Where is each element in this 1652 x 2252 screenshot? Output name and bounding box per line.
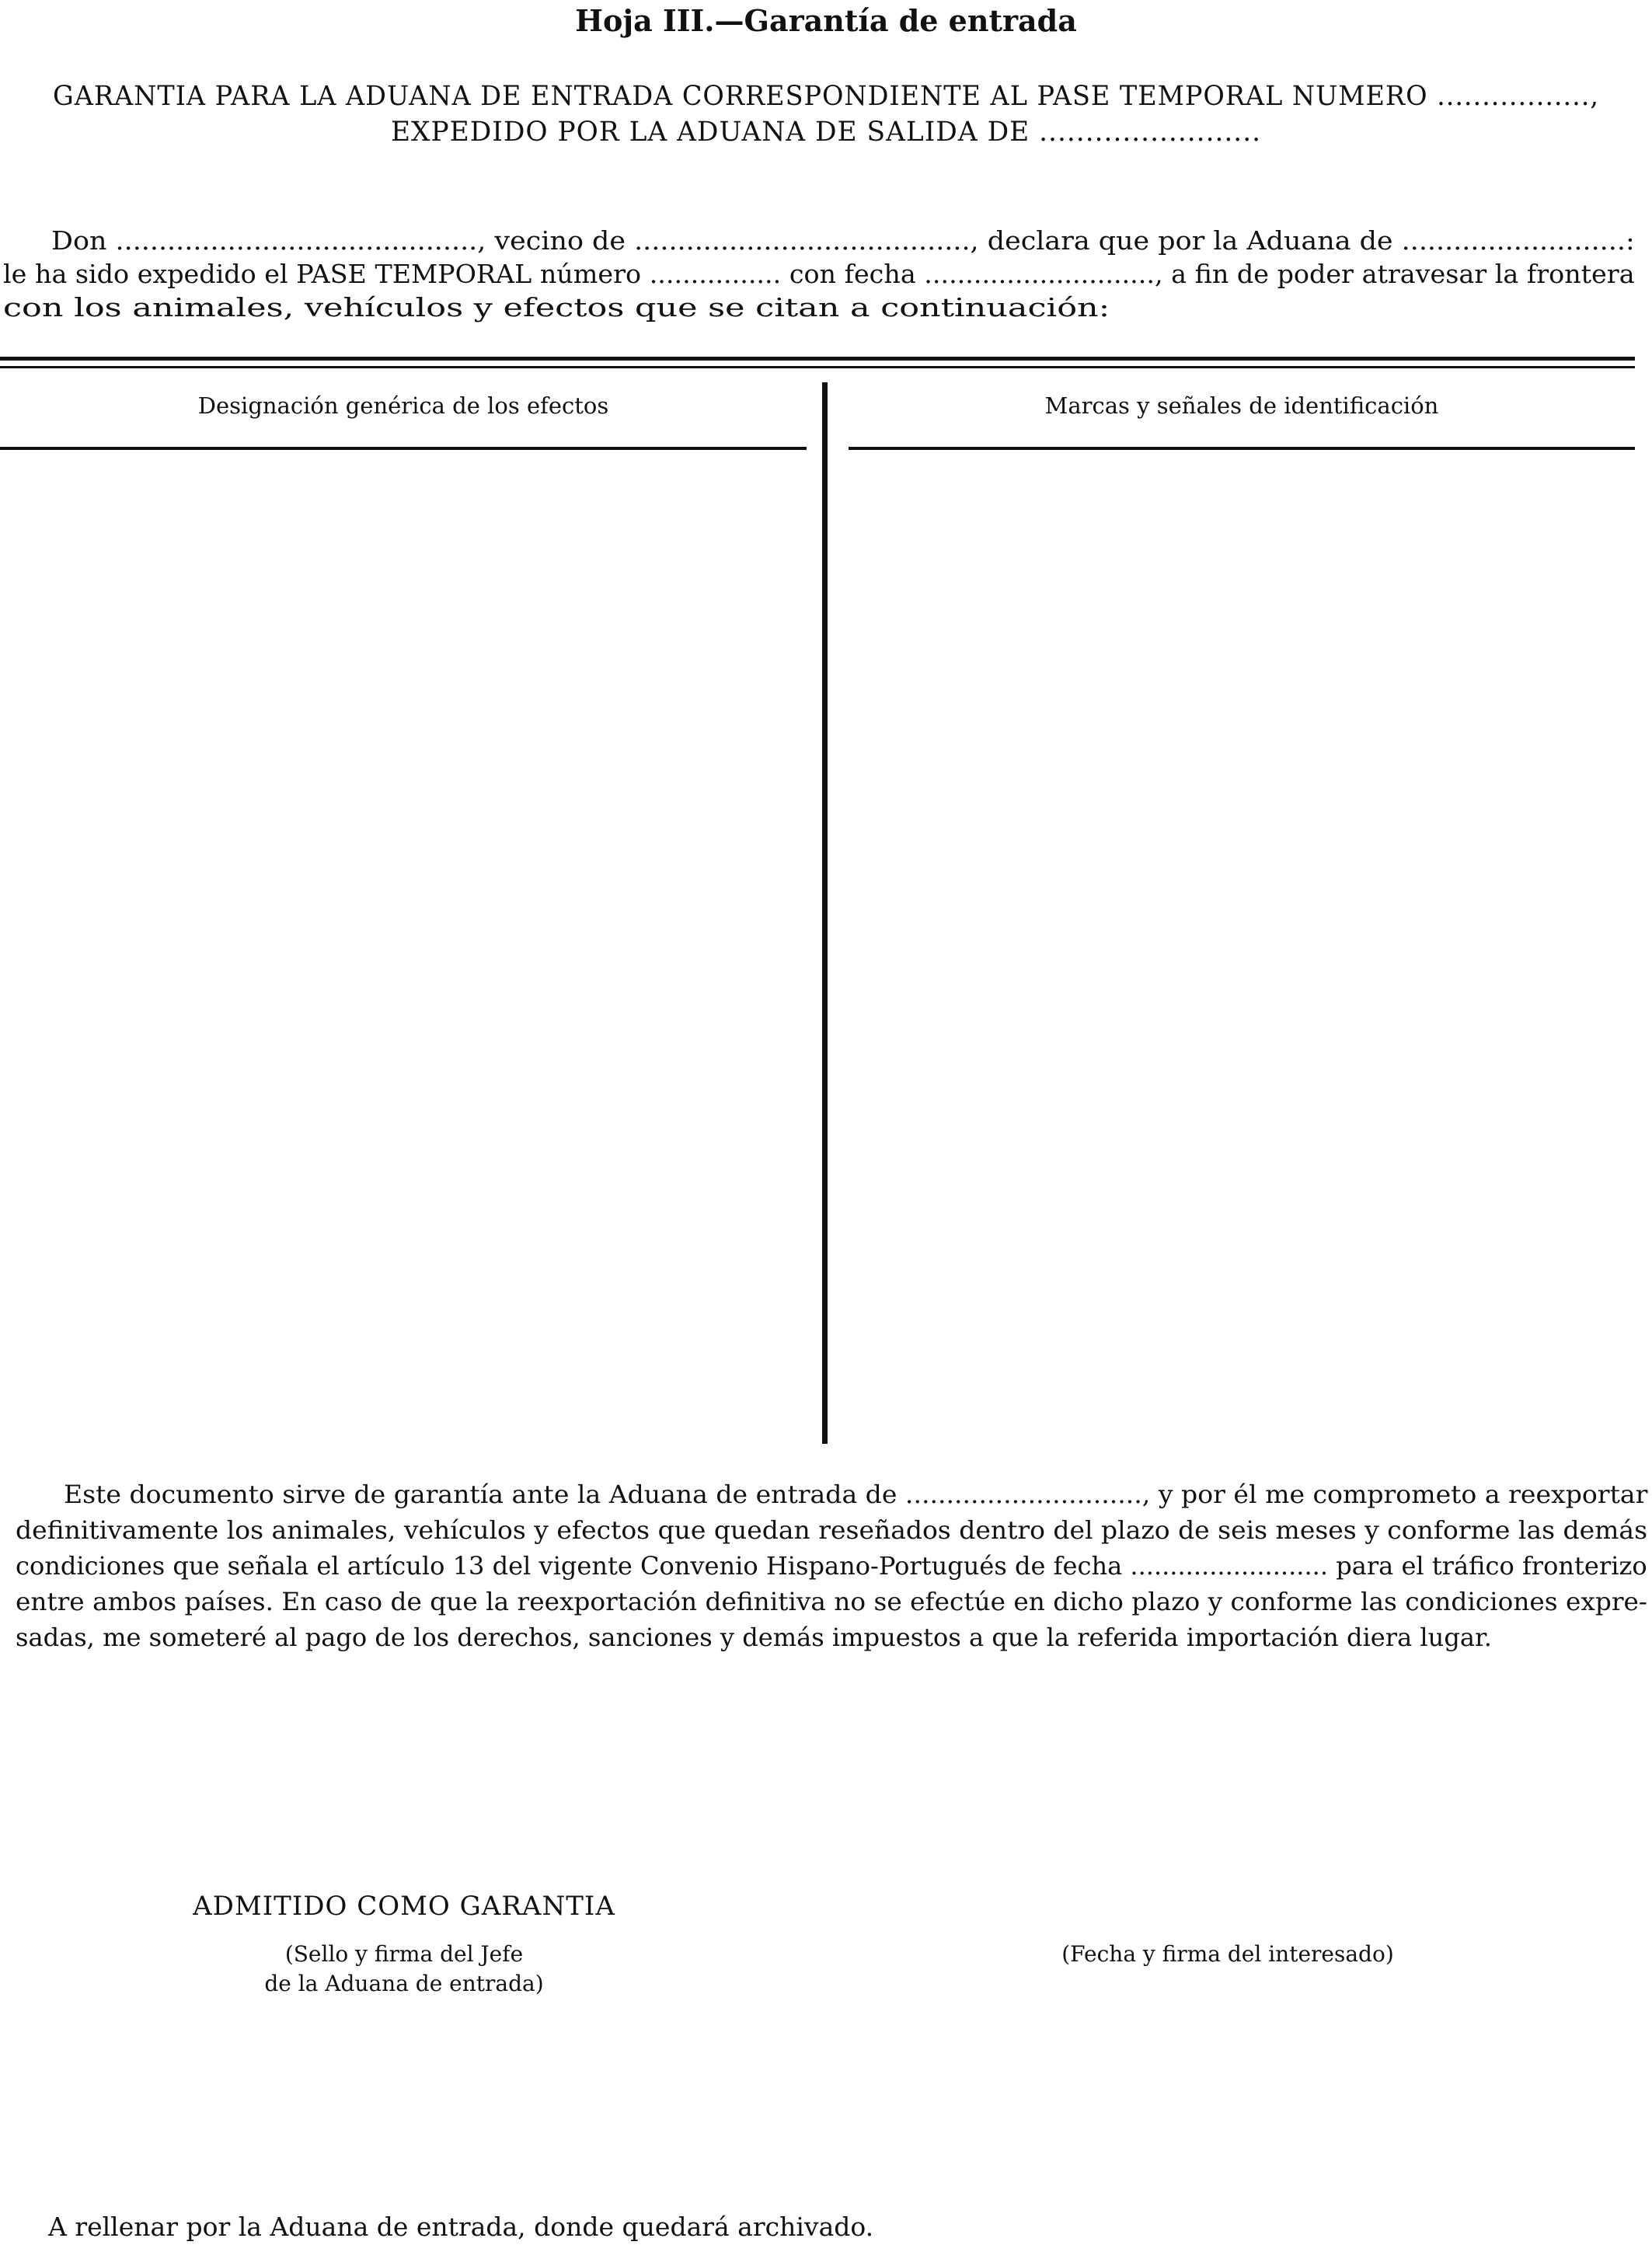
left-header-underline: [0, 447, 807, 450]
declaration-line: Don .........................................., vecino de ......................................., declara que por la Aduana de ..........................:: [51, 225, 1635, 256]
guarantee-paragraph: [16, 1476, 1647, 1655]
table-top-rule: [0, 357, 1635, 361]
form-heading-line-2: EXPEDIDO POR LA ADUANA DE SALIDA DE ........................: [390, 117, 1262, 148]
guarantee-line: entre ambos países. En caso de que la reexportación definitiva no se efectúe en dicho plazo y conforme las condiciones expre-: [16, 1587, 1647, 1616]
footnote: A rellenar por la Aduana de entrada, donde quedará archivado.: [48, 2212, 874, 2242]
guarantee-line: sadas, me someteré al pago de los derechos, sanciones y demás impuestos a que la referida importación diera lugar.: [16, 1623, 1492, 1652]
guarantee-line: definitivamente los animales, vehículos y efectos que quedan reseñados dentro del plazo de seis meses y conforme las demás: [16, 1515, 1647, 1545]
left-column-body: [0, 452, 807, 1444]
right-column-body: [849, 452, 1635, 1444]
right-header-underline: [849, 447, 1635, 450]
guarantee-line: Este documento sirve de garantía ante la Aduana de entrada de ............................., y por él me comprometo a reexportar: [64, 1480, 1648, 1509]
applicant-signature-caption: (Fecha y firma del interesado): [1061, 1941, 1394, 1967]
declaration-paragraph: [0, 224, 1652, 324]
declaration-line: le ha sido expedido el PASE TEMPORAL número ................ con fecha ............................, a fin de poder atravesar la frontera: [3, 259, 1635, 289]
guarantee-line: condiciones que señala el artículo 13 del vigente Convenio Hispano-Portugués de fecha ......................... para el tráfico fronterizo: [16, 1551, 1647, 1581]
admitted-as-guarantee-label: ADMITIDO COMO GARANTIA: [193, 1891, 615, 1922]
form-heading-line-1: GARANTIA PARA LA ADUANA DE ENTRADA CORRESPONDIENTE AL PASE TEMPORAL NUMERO .................,: [53, 81, 1599, 112]
declaration-line: con los animales, vehículos y efectos que se citan a continuación:: [3, 292, 1110, 322]
table-column-divider: [822, 382, 828, 1444]
customs-chief-signature-caption-2: de la Aduana de entrada): [264, 1971, 544, 1996]
left-column-header: Designación genérica de los efectos: [197, 392, 609, 419]
table-top-rule-thin: [0, 366, 1635, 368]
right-column-header: Marcas y señales de identificación: [1044, 392, 1439, 419]
customs-chief-signature-caption-1: (Sello y firma del Jefe: [284, 1941, 524, 1967]
page-title: Hoja III.—Garantía de entrada: [575, 3, 1077, 38]
